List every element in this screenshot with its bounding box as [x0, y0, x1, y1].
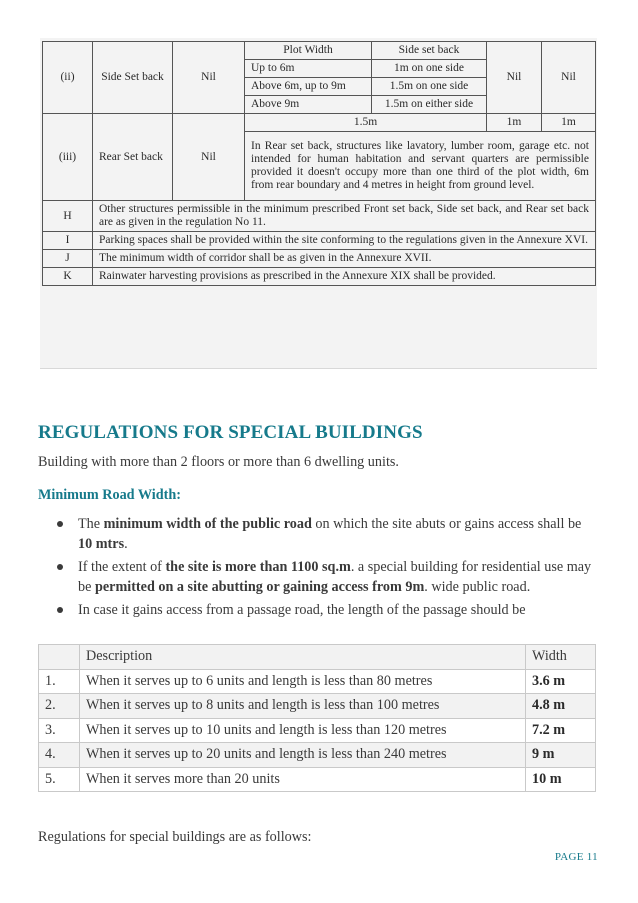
bullet-text: on which the site abuts or gains access shall be	[311, 516, 582, 532]
row-description: When it serves up to 6 units and length is less than 80 metres	[80, 669, 526, 694]
minimum-road-width-heading: Minimum Road Width:	[38, 487, 181, 503]
side-setback-header-row	[43, 42, 596, 60]
bullet-item	[38, 514, 598, 554]
table-row	[39, 767, 596, 792]
bullet-text: The	[78, 516, 104, 532]
table-row	[39, 743, 596, 768]
header-width: Width	[526, 645, 596, 670]
rear-setback-value: Nil	[173, 114, 245, 201]
bullet-item	[38, 600, 598, 620]
rear-setback-width: 1.5m	[245, 114, 487, 132]
bullet-text: . a special building for residential use may be	[78, 559, 592, 595]
header-description: Description	[80, 645, 526, 670]
page-number: PAGE 11	[554, 851, 598, 863]
rear-setback-number: (iii)	[43, 114, 93, 201]
bullet-bold-text: 10 mtrs	[78, 536, 125, 552]
regulation-row	[43, 250, 596, 268]
table-header-row	[39, 645, 596, 670]
plot-width-cell: Up to 6m	[245, 60, 372, 78]
intro-text: Building with more than 2 floors or more than 6 dwelling units.	[38, 454, 399, 470]
row-description: When it serves up to 20 units and length is less than 240 metres	[80, 743, 526, 768]
row-width: 7.2 m	[526, 718, 596, 743]
row-number: 1.	[39, 669, 80, 694]
rear-setback-label: Rear Set back	[93, 114, 173, 201]
bullet-text: If the extent of	[78, 559, 166, 575]
side-setback-number: (ii)	[43, 42, 93, 114]
side-setback-value: Nil	[173, 42, 245, 114]
road-width-bullet-list	[38, 514, 598, 623]
regulation-text: Other structures permissible in the minimum prescribed Front set back, Side set back, and Rear set back are as given in the regulation No 11.	[93, 201, 596, 232]
bullet-bold-text: permitted on a site abutting or gaining access from 9m	[94, 579, 425, 595]
bullet-text: .	[124, 536, 128, 552]
side-setback-col6: Nil	[542, 42, 596, 114]
regulation-row	[43, 201, 596, 232]
regulation-row	[43, 232, 596, 250]
rear-setback-col6: 1m	[542, 114, 596, 132]
bullet-bold-text: minimum width of the public road	[103, 516, 312, 532]
table-row	[39, 694, 596, 719]
side-setback-header: Side set back	[372, 42, 487, 60]
bullet-text: . wide public road.	[424, 579, 531, 595]
plot-width-cell: Above 9m	[245, 96, 372, 114]
side-setback-cell: 1m on one side	[372, 60, 487, 78]
regulation-text: Rainwater harvesting provisions as prescribed in the Annexure XIX shall be provided.	[93, 268, 596, 286]
plot-width-cell: Above 6m, up to 9m	[245, 78, 372, 96]
setback-table	[42, 41, 596, 286]
regulation-row	[43, 268, 596, 286]
row-width: 4.8 m	[526, 694, 596, 719]
section-heading: REGULATIONS FOR SPECIAL BUILDINGS	[38, 422, 423, 443]
regulation-text: The minimum width of corridor shall be as given in the Annexure XVII.	[93, 250, 596, 268]
scanned-regulation-table-image	[40, 38, 597, 369]
row-number: 4.	[39, 743, 80, 768]
regulation-text: Parking spaces shall be provided within the site conforming to the regulations given in the Annexure XVI.	[93, 232, 596, 250]
table-row	[39, 718, 596, 743]
row-description: When it serves more than 20 units	[80, 767, 526, 792]
regulation-key: J	[43, 250, 93, 268]
regulation-key: I	[43, 232, 93, 250]
outro-text: Regulations for special buildings are as follows:	[38, 829, 312, 845]
rear-setback-row	[43, 114, 596, 132]
row-width: 3.6 m	[526, 669, 596, 694]
side-setback-cell: 1.5m on either side	[372, 96, 487, 114]
row-number: 3.	[39, 718, 80, 743]
rear-setback-col5: 1m	[487, 114, 542, 132]
side-setback-cell: 1.5m on one side	[372, 78, 487, 96]
side-setback-label: Side Set back	[93, 42, 173, 114]
header-num	[39, 645, 80, 670]
row-number: 2.	[39, 694, 80, 719]
regulation-key: K	[43, 268, 93, 286]
row-width: 10 m	[526, 767, 596, 792]
row-width: 9 m	[526, 743, 596, 768]
passage-width-table	[38, 644, 596, 792]
bullet-bold-text: the site is more than 1100 sq.m	[165, 559, 351, 575]
bullet-item	[38, 557, 598, 597]
table-row	[39, 669, 596, 694]
row-number: 5.	[39, 767, 80, 792]
regulation-key: H	[43, 201, 93, 232]
row-description: When it serves up to 8 units and length is less than 100 metres	[80, 694, 526, 719]
side-setback-col5: Nil	[487, 42, 542, 114]
rear-setback-note: In Rear set back, structures like lavatory, lumber room, garage etc. not intended for human habitation and servant quarters are permissible provided it doesn't occupy more than one third of the plot width, 6m from rear boundary and 4 metres in height from ground level.	[245, 132, 596, 201]
bullet-text: In case it gains access from a passage road, the length of the passage should be	[78, 602, 526, 618]
row-description: When it serves up to 10 units and length is less than 120 metres	[80, 718, 526, 743]
plot-width-header: Plot Width	[245, 42, 372, 60]
